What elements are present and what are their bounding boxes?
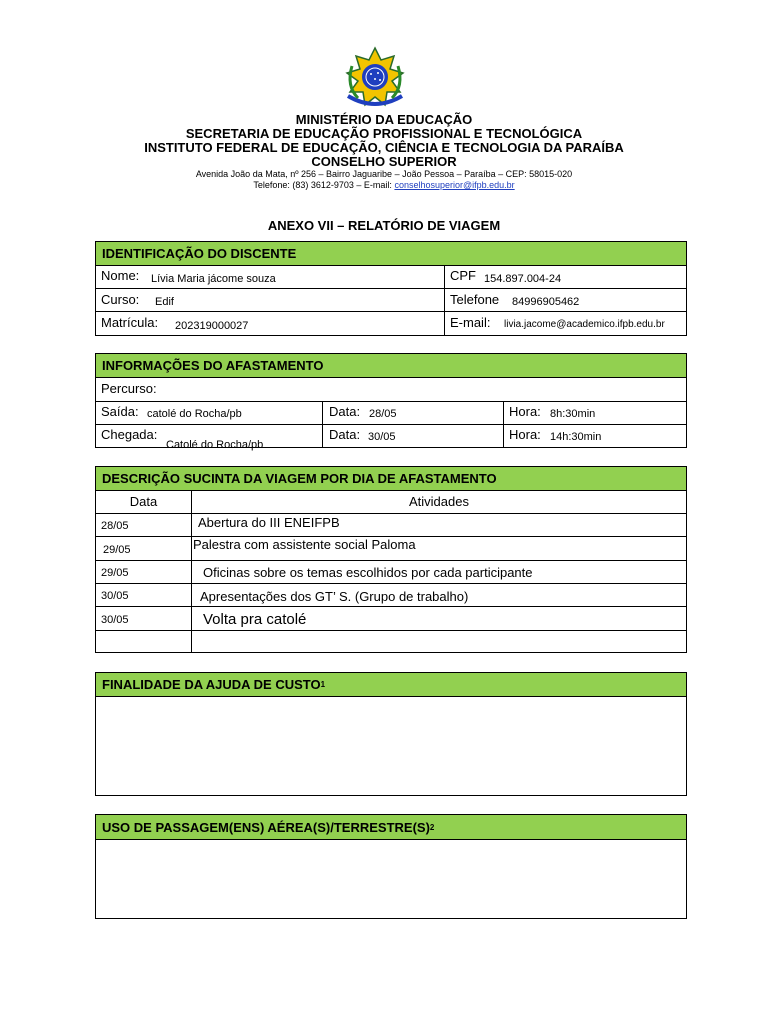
finalidade-textarea[interactable]: [95, 696, 687, 796]
matricula-value[interactable]: 202319000027: [175, 320, 249, 332]
row-2-data[interactable]: 29/05: [103, 544, 131, 556]
email-value[interactable]: livia.jacome@academico.ifpb.edu.br: [504, 319, 665, 330]
row-5-data[interactable]: 30/05: [101, 614, 129, 626]
cpf-value[interactable]: 154.897.004-24: [484, 273, 562, 285]
curso-value[interactable]: Edif: [155, 296, 174, 308]
header-line-3: INSTITUTO FEDERAL DE EDUCAÇÃO, CIÊNCIA E TECNOLOGIA DA PARAÍBA: [144, 140, 624, 155]
chegada-hora-label: Hora:: [509, 427, 541, 442]
saida-hora-value[interactable]: 8h:30min: [550, 408, 596, 420]
table-row: [191, 630, 687, 653]
descricao-heading: DESCRIÇÃO SUCINTA DA VIAGEM POR DIA DE AFASTAMENTO: [95, 466, 687, 491]
row-1-atividade[interactable]: Abertura do III ENEIFPB: [198, 515, 340, 530]
header-contact: [0, 180, 768, 191]
percurso-cell: [95, 377, 687, 402]
matricula-label: Matrícula:: [101, 315, 159, 330]
identificacao-heading: IDENTIFICAÇÃO DO DISCENTE: [95, 241, 687, 266]
row-2-atividade[interactable]: Palestra com assistente social Paloma: [193, 537, 416, 552]
chegada-value[interactable]: Catolé do Rocha/pb: [166, 439, 264, 451]
passagem-heading: [95, 814, 687, 840]
brazil-coat-of-arms-icon: [340, 46, 410, 112]
page-title: ANEXO VII – RELATÓRIO DE VIAGEM: [267, 218, 501, 233]
row-4-atividade[interactable]: Apresentações dos GT’ S. (Grupo de trabalho): [200, 589, 469, 604]
header-address: Avenida João da Mata, nº 256 – Bairro Jaguaribe – João Pessoa – Paraíba – CEP: 58015-020: [195, 169, 573, 179]
cpf-cell: [444, 265, 687, 289]
header-phone: Telefone: (83) 3612-9703 – E-mail:: [253, 180, 395, 190]
curso-label: Curso:: [101, 292, 140, 307]
saida-hora-label: Hora:: [509, 404, 541, 419]
table-row: [95, 630, 192, 653]
footnote-2-marker: 2: [429, 822, 435, 832]
telefone-label: Telefone: [450, 292, 500, 307]
header-line-1: MINISTÉRIO DA EDUCAÇÃO: [295, 112, 473, 127]
nome-label: Nome:: [101, 268, 140, 283]
telefone-value[interactable]: 84996905462: [512, 296, 580, 308]
footnote-1-marker: 1: [320, 680, 326, 689]
chegada-data-label: Data:: [329, 427, 361, 442]
row-3-atividade[interactable]: Oficinas sobre os temas escolhidos por cada participante: [203, 565, 533, 580]
nome-value[interactable]: Lívia Maria jácome souza: [151, 273, 276, 285]
finalidade-heading: [95, 672, 687, 697]
chegada-data-value[interactable]: 30/05: [368, 431, 396, 443]
chegada-label: Chegada:: [101, 427, 158, 442]
percurso-label: Percurso:: [101, 381, 157, 396]
passagem-textarea[interactable]: [95, 839, 687, 919]
row-3-data[interactable]: 29/05: [101, 567, 129, 579]
saida-data-label: Data:: [329, 404, 361, 419]
row-4-data[interactable]: 30/05: [101, 590, 129, 602]
saida-label: Saída:: [101, 404, 139, 419]
header-line-4: CONSELHO SUPERIOR: [311, 154, 457, 169]
row-5-atividade[interactable]: Volta pra catolé: [203, 611, 307, 628]
header-email-link[interactable]: conselhosuperior@ifpb.edu.br: [394, 180, 515, 190]
curso-cell: [95, 288, 445, 312]
saida-data-value[interactable]: 28/05: [369, 408, 397, 420]
chegada-hora-value[interactable]: 14h:30min: [550, 431, 602, 443]
finalidade-heading-text: FINALIDADE DA AJUDA DE CUSTO: [102, 677, 321, 692]
row-1-data[interactable]: 28/05: [101, 520, 129, 532]
header-line-2: SECRETARIA DE EDUCAÇÃO PROFISSIONAL E TECNOLÓGICA: [185, 126, 583, 141]
cpf-label: CPF: [450, 268, 476, 283]
email-label: E-mail:: [450, 315, 491, 330]
passagem-heading-text: USO DE PASSAGEM(ENS) AÉREA(S)/TERRESTRE(S): [102, 819, 430, 835]
afastamento-heading: INFORMAÇÕES DO AFASTAMENTO: [95, 353, 687, 378]
saida-value[interactable]: catolé do Rocha/pb: [147, 408, 242, 420]
col-data-label: Data: [129, 494, 158, 509]
col-atividades-label: Atividades: [409, 494, 469, 509]
